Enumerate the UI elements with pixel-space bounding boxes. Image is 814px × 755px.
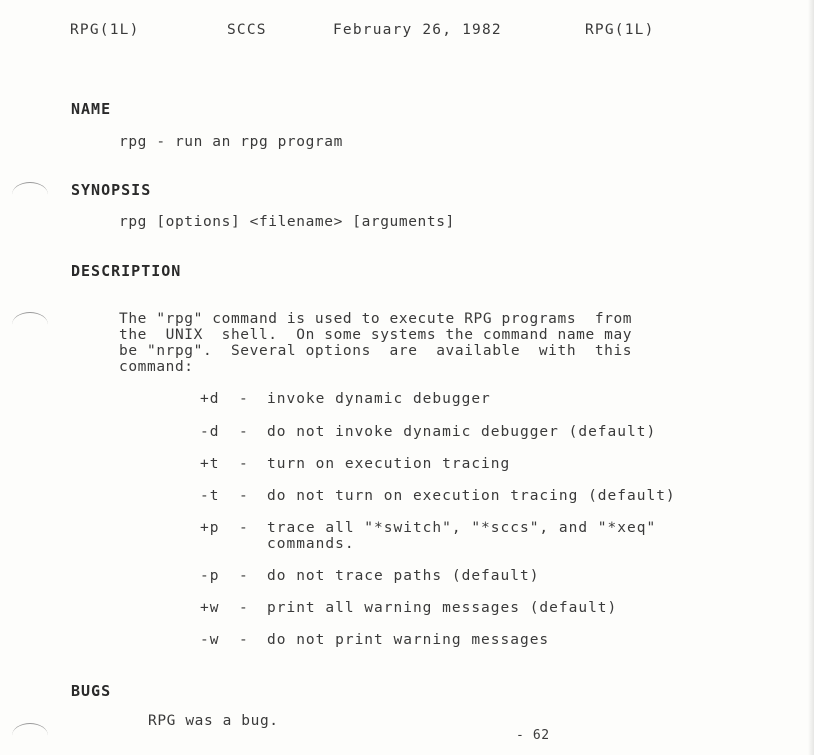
option-separator: - (239, 456, 248, 472)
description-line: command: (119, 359, 194, 375)
option-flag: -p (200, 568, 220, 584)
option-description: do not turn on execution tracing (default) (267, 488, 676, 504)
option-separator: - (239, 568, 248, 584)
option-description: print all warning messages (default) (267, 600, 618, 616)
option-separator: - (239, 632, 248, 648)
option-flag: +p (200, 520, 220, 536)
option-description: do not trace paths (default) (267, 568, 540, 584)
description-line: the UNIX shell. On some systems the command name may (119, 327, 633, 343)
page-number: - 62 (516, 728, 550, 743)
option-flag: -w (200, 632, 220, 648)
option-description: do not print warning messages (267, 632, 550, 648)
option-separator: - (239, 488, 248, 504)
option-separator: - (239, 520, 248, 536)
option-description: trace all "*switch", "*sccs", and "*xeq" (267, 520, 657, 536)
option-flag: -d (200, 424, 220, 440)
option-separator: - (239, 391, 248, 407)
option-description: invoke dynamic debugger (267, 391, 491, 407)
name-text: rpg - run an rpg program (119, 134, 343, 150)
header-left: RPG(1L) (70, 22, 140, 38)
section-heading-name: NAME (71, 100, 112, 118)
header-date: February 26, 1982 (333, 22, 502, 38)
option-description-continued: commands. (267, 536, 355, 552)
section-heading-description: DESCRIPTION (71, 262, 182, 280)
option-flag: +t (200, 456, 220, 472)
description-line: be "nrpg". Several options are available with this (119, 343, 633, 359)
option-flag: +d (200, 391, 220, 407)
section-heading-synopsis: SYNOPSIS (71, 181, 152, 199)
option-separator: - (239, 424, 248, 440)
header-right: RPG(1L) (585, 22, 655, 38)
option-description: do not invoke dynamic debugger (default) (267, 424, 657, 440)
header-section: SCCS (227, 22, 267, 38)
option-separator: - (239, 600, 248, 616)
synopsis-text: rpg [options] <filename> [arguments] (119, 214, 455, 230)
punch-hole-mark (12, 723, 48, 748)
section-heading-bugs: BUGS (71, 682, 112, 700)
option-flag: -t (200, 488, 220, 504)
option-description: turn on execution tracing (267, 456, 511, 472)
description-line: The "rpg" command is used to execute RPG programs from (119, 311, 633, 327)
punch-hole-mark (12, 182, 48, 207)
option-flag: +w (200, 600, 220, 616)
punch-hole-mark (12, 312, 48, 337)
page-edge-shadow (808, 0, 814, 755)
bugs-text: RPG was a bug. (148, 713, 279, 729)
